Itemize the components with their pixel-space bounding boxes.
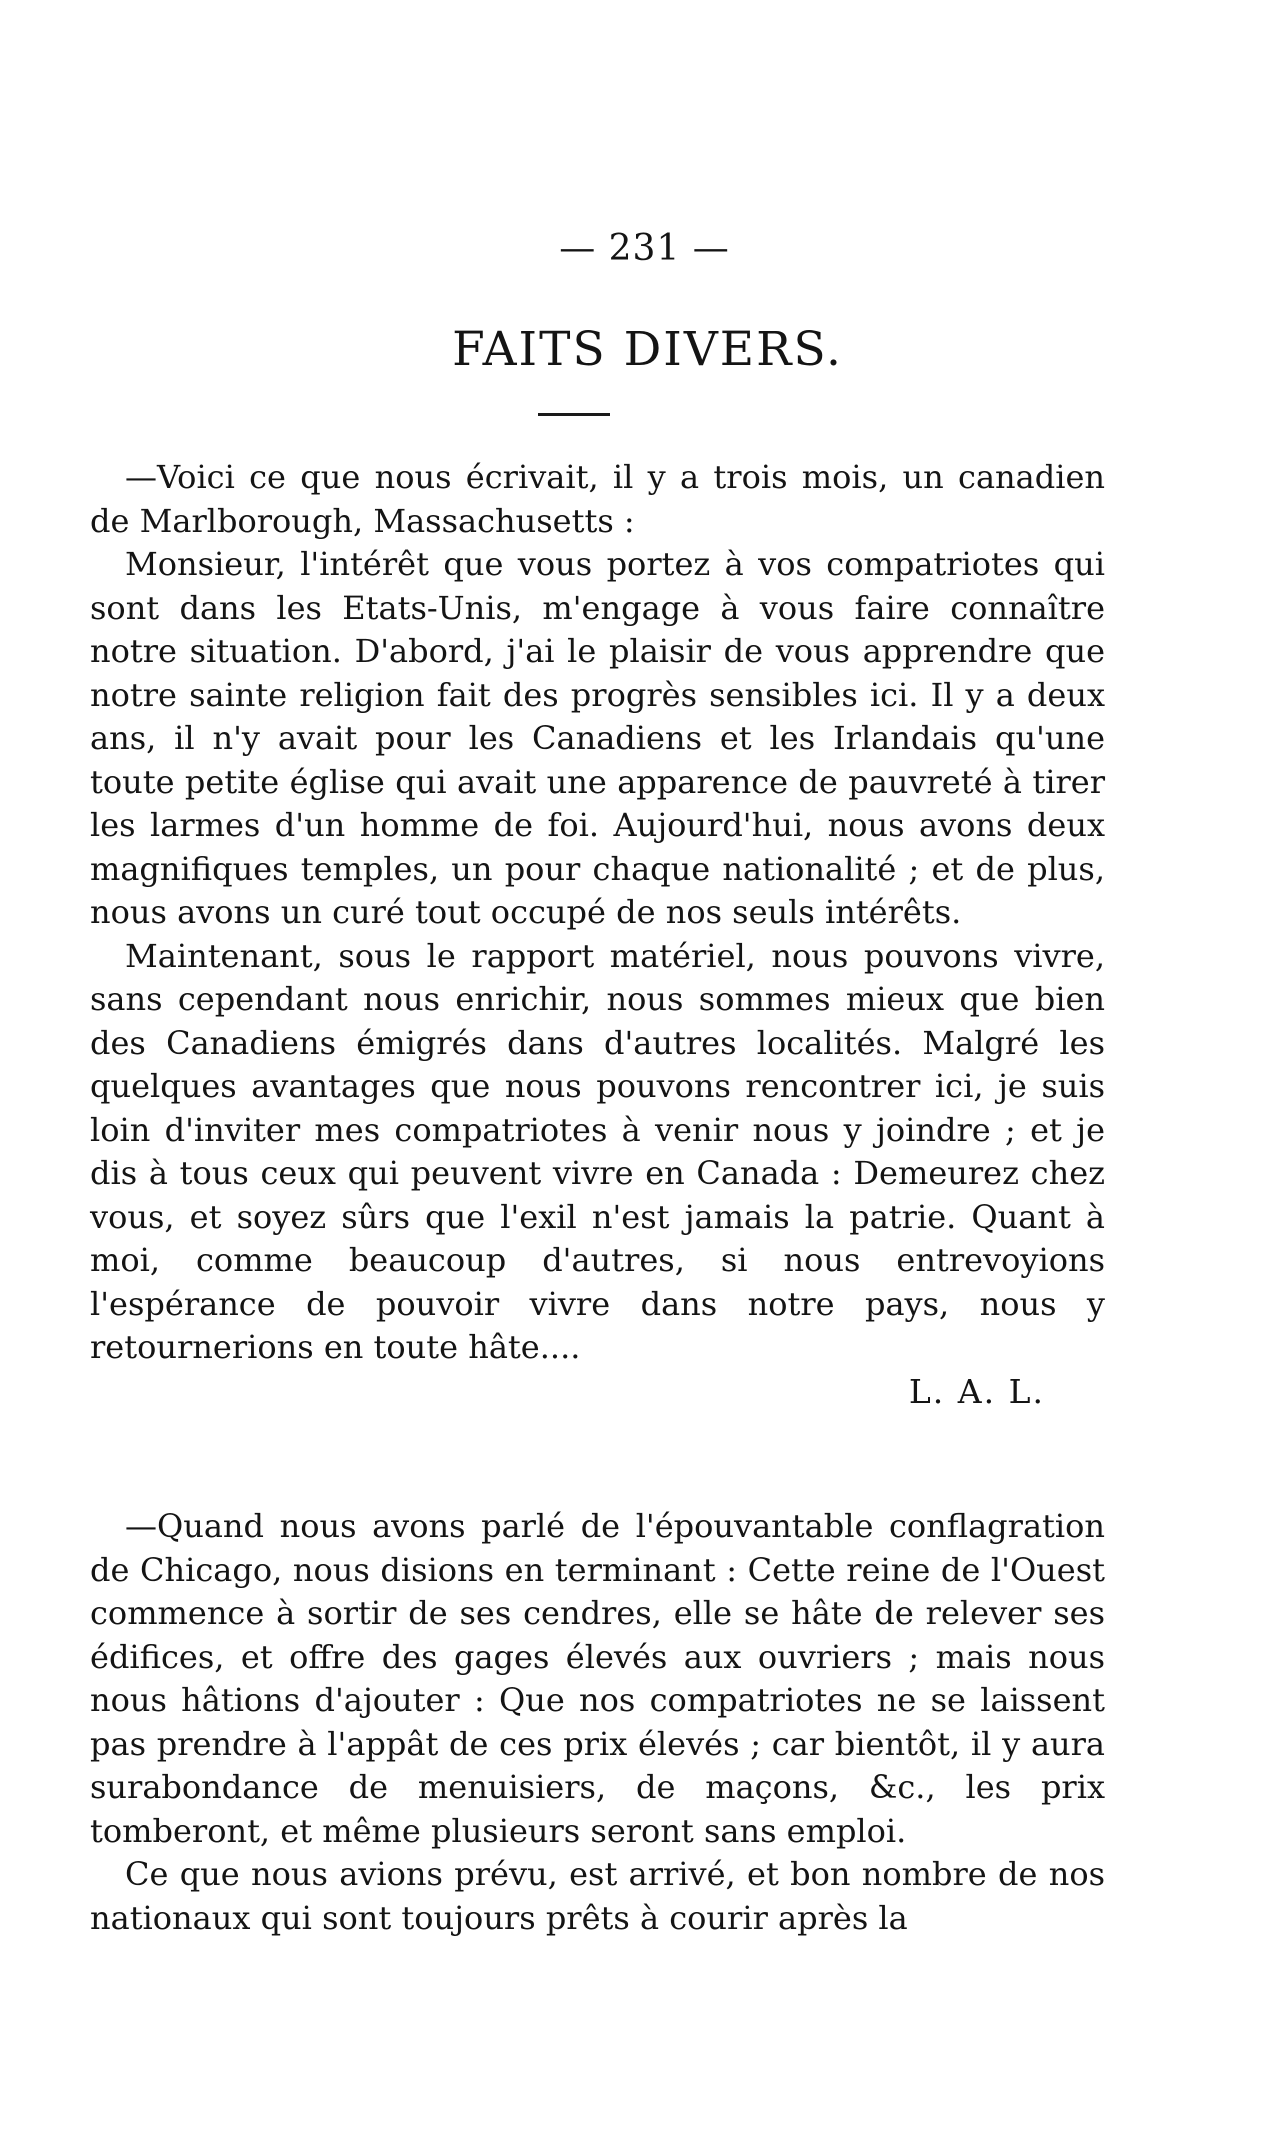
letter-signature: L. A. L. xyxy=(908,1371,1045,1411)
section-title: FAITS DIVERS. xyxy=(452,322,843,377)
letter-paragraph-religion: Monsieur, l'intérêt que vous portez à vos compatriotes qui sont dans les Etats-Unis, m'engage à vous faire connaître notre situation. D'abord, j'ai le plaisir de vous apprendre que notre sainte religion fait des progrès sensibles ici. Il y a deux ans, il n'y avait pour les Canadiens et les Irlandais qu'une toute petite église qui avait une apparence de pauvreté à tirer les larmes d'un homme de foi. Aujourd'hui, nous avons deux magnifiques temples, un pour chaque nationalité ; et de plus, nous avons un curé tout occupé de nos seuls intérêts. xyxy=(90,545,1105,931)
title-divider xyxy=(538,413,610,416)
page-number: — 231 — xyxy=(559,228,730,269)
article-marlborough-letter xyxy=(90,456,1105,1435)
chicago-paragraph-outcome: Ce que nous avions prévu, est arrivé, et bon nombre de nos nationaux qui sont toujours prêts à courir après la xyxy=(90,1855,1105,1937)
chicago-paragraph-conflagration: —Quand nous avons parlé de l'épouvantable conflagration de Chicago, nous disions en terminant : Cette reine de l'Ouest commence à sortir de ses cendres, elle se hâte de relever ses édifices, et offre des gages élevés aux ouvriers ; mais nous nous hâtions d'ajouter : Que nos compatriotes ne se laissent pas prendre à l'appât de ces prix élevés ; car bientôt, il y aura surabondance de menuisiers, de maçons, &c., les prix tomberont, et même plusieurs seront sans emploi. xyxy=(90,1507,1105,1850)
article-chicago xyxy=(90,1505,1105,1940)
article-intro-paragraph: —Voici ce que nous écrivait, il y a trois mois, un canadien de Marlborough, Massachusetts : xyxy=(90,458,1105,540)
letter-paragraph-material: Maintenant, sous le rapport matériel, nous pouvons vivre, sans cependant nous enrichir, nous sommes mieux que bien des Canadiens émigrés dans d'autres localités. Malgré les quelques avantages que nous pouvons rencontrer ici, je suis loin d'inviter mes compatriotes à venir nous y joindre ; et je dis à tous ceux qui peuvent vivre en Canada : Demeurez chez vous, et soyez sûrs que l'exil n'est jamais la patrie. Quant à moi, comme beaucoup d'autres, si nous entrevoyions l'espérance de pouvoir vivre dans notre pays, nous y retournerions en toute hâte.... xyxy=(90,936,1105,1366)
